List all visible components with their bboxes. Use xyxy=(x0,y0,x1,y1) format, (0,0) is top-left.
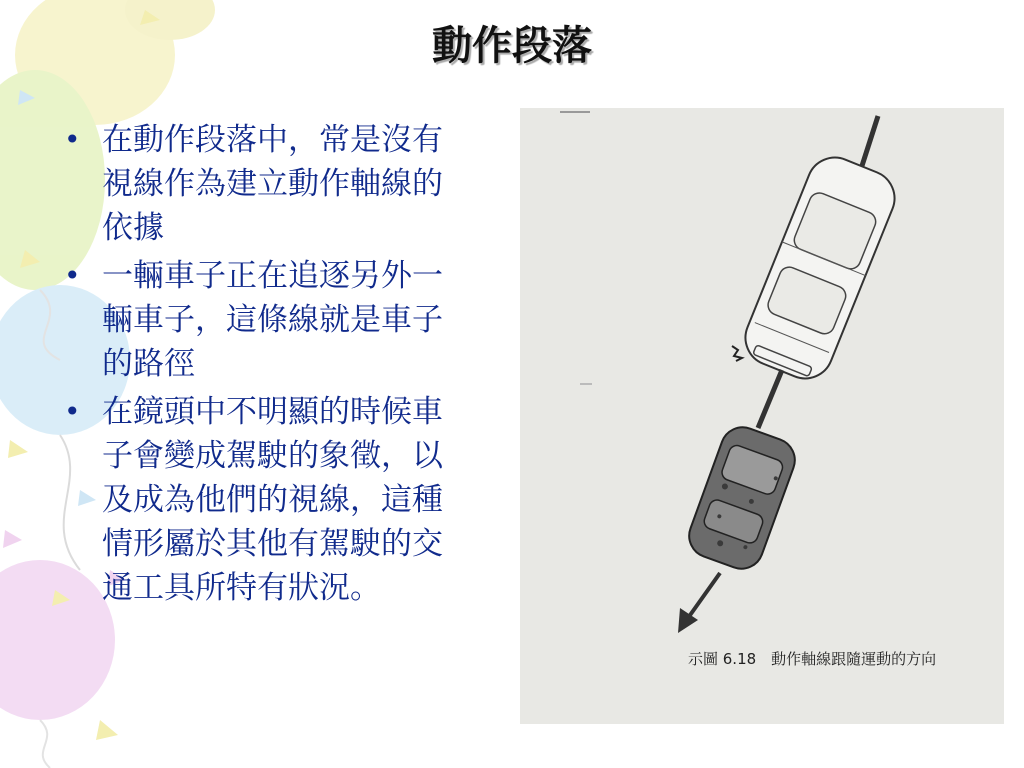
bullet-dot-icon: • xyxy=(64,259,81,292)
bullet-list xyxy=(62,118,462,614)
car-chase-illustration xyxy=(520,108,1004,724)
bullet-text: 一輛車子正在追逐另外一輛車子，這條線就是車子的路徑 xyxy=(102,258,443,382)
balloon-string xyxy=(40,720,50,768)
bullet-dot-icon: • xyxy=(64,123,81,156)
bullet-text: 在動作段落中，常是沒有視線作為建立動作軸線的依據 xyxy=(102,122,443,246)
bullet-item xyxy=(62,118,462,250)
confetti-triangle xyxy=(96,720,118,740)
confetti-triangle xyxy=(3,530,22,548)
figure-photo xyxy=(520,108,1004,724)
bullet-item xyxy=(62,254,462,386)
bullet-dot-icon: • xyxy=(64,395,81,428)
slide-title: 動作段落 xyxy=(432,22,592,69)
confetti-triangle xyxy=(8,440,28,458)
bullet-text: 在鏡頭中不明顯的時候車子會變成駕駛的象徵，以及成為他們的視線，這種情形屬於其他有駕駛的交通工具所特有狀況。 xyxy=(102,394,443,606)
bullet-item xyxy=(62,390,462,610)
figure-caption: 示圖 6.18 動作軸線跟隨運動的方向 xyxy=(688,650,937,668)
